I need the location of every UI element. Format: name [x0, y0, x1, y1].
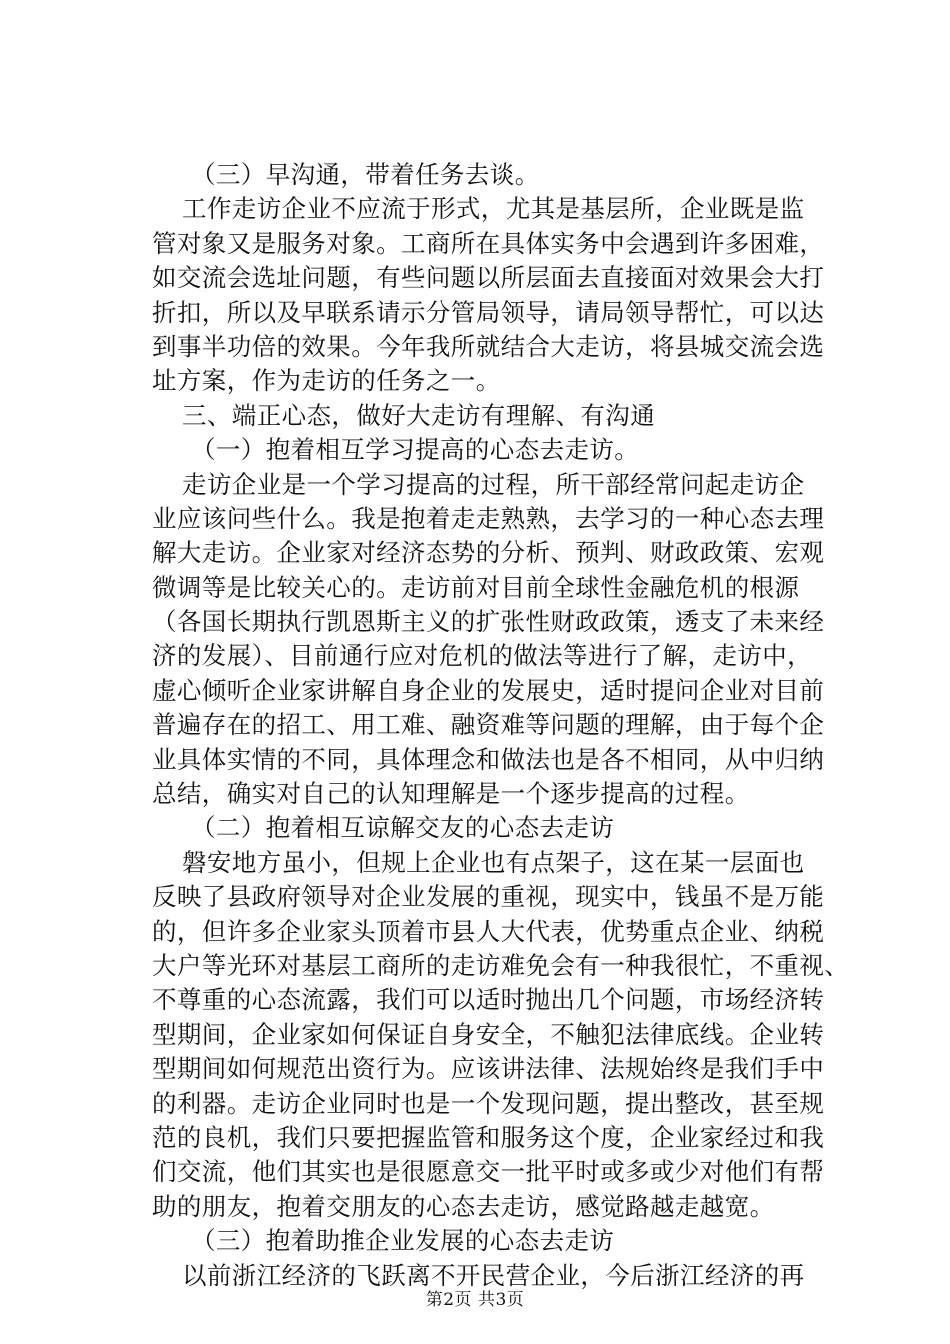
text-line: （三）抱着助推企业发展的心态去走访	[191, 1226, 615, 1256]
text-line: 到事半功倍的效果。今年我所就结合大走访，将县城交流会选	[152, 331, 825, 361]
text-line: 工作走访企业不应流于形式，尤其是基层所，企业既是监	[182, 194, 805, 224]
text-line: 范的良机，我们只要把握监管和服务这个度，企业家经过和我	[152, 1122, 825, 1152]
text-line: 大户等光环对基层工商所的走访难免会有一种我很忙，不重视、	[152, 950, 850, 980]
text-line: 业具体实情的不同，具体理念和做法也是各不相同，从中归纳	[152, 744, 825, 774]
page-footer: 第2页 共3页	[425, 1290, 525, 1310]
text-line: 不尊重的心态流露，我们可以适时抛出几个问题，市场经济转	[152, 985, 825, 1015]
text-line: 型期间如何规范出资行为。应该讲法律、法规始终是我们手中	[152, 1054, 825, 1084]
text-line: 管对象又是服务对象。工商所在具体实务中会遇到许多困难，	[152, 228, 825, 258]
text-line: 址方案，作为走访的任务之一。	[152, 366, 501, 396]
text-line: 助的朋友，抱着交朋友的心态去走访，感觉路越走越宽。	[152, 1191, 775, 1221]
text-line: 济的发展）、目前通行应对危机的做法等进行了解，走访中，	[152, 641, 813, 671]
text-line: （二）抱着相互谅解交友的心态去走访	[191, 813, 615, 843]
text-line: （三）早沟通，带着任务去谈。	[191, 160, 540, 189]
text-line: 业应该问些什么。我是抱着走走熟熟，去学习的一种心态去理	[152, 503, 825, 533]
text-line: 反映了县政府领导对企业发展的重视，现实中，钱虽不是万能	[152, 882, 825, 912]
text-line: （一）抱着相互学习提高的心态去走访。	[191, 435, 640, 465]
text-line: 普遍存在的招工、用工难、融资难等问题的理解，由于每个企	[152, 710, 825, 740]
text-line: 解大走访。企业家对经济态势的分析、预判、财政政策、宏观	[152, 538, 825, 568]
text-line: 总结，确实对自己的认知理解是一个逐步提高的过程。	[152, 779, 750, 809]
text-line: 虚心倾听企业家讲解自身企业的发展史，适时提问企业对目前	[152, 675, 825, 705]
text-line: 如交流会选址问题，有些问题以所层面去直接面对效果会大打	[152, 263, 825, 293]
text-line: （各国长期执行凯恩斯主义的扩张性财政政策，透支了未来经	[152, 607, 825, 637]
text-line: 的利器。走访企业同时也是一个发现问题，提出整改，甚至规	[152, 1088, 825, 1118]
text-line: 三、端正心态，做好大走访有理解、有沟通	[182, 400, 656, 430]
document-body	[152, 158, 850, 1293]
text-line: 磐安地方虽小，但规上企业也有点架子，这在某一层面也	[182, 847, 805, 877]
text-line: 以前浙江经济的飞跃离不开民营企业，今后浙江经济的再	[182, 1260, 805, 1290]
text-line: 微调等是比较关心的。走访前对目前全球性金融危机的根源	[152, 572, 800, 602]
text-line: 走访企业是一个学习提高的过程，所干部经常问起走访企	[182, 469, 805, 499]
text-line: 折扣，所以及早联系请示分管局领导，请局领导帮忙，可以达	[152, 297, 825, 327]
text-line: 的，但许多企业家头顶着市县人大代表，优势重点企业、纳税	[152, 916, 825, 946]
text-line: 型期间，企业家如何保证自身安全，不触犯法律底线。企业转	[152, 1019, 825, 1049]
text-line: 们交流，他们其实也是很愿意交一批平时或多或少对他们有帮	[152, 1157, 825, 1187]
